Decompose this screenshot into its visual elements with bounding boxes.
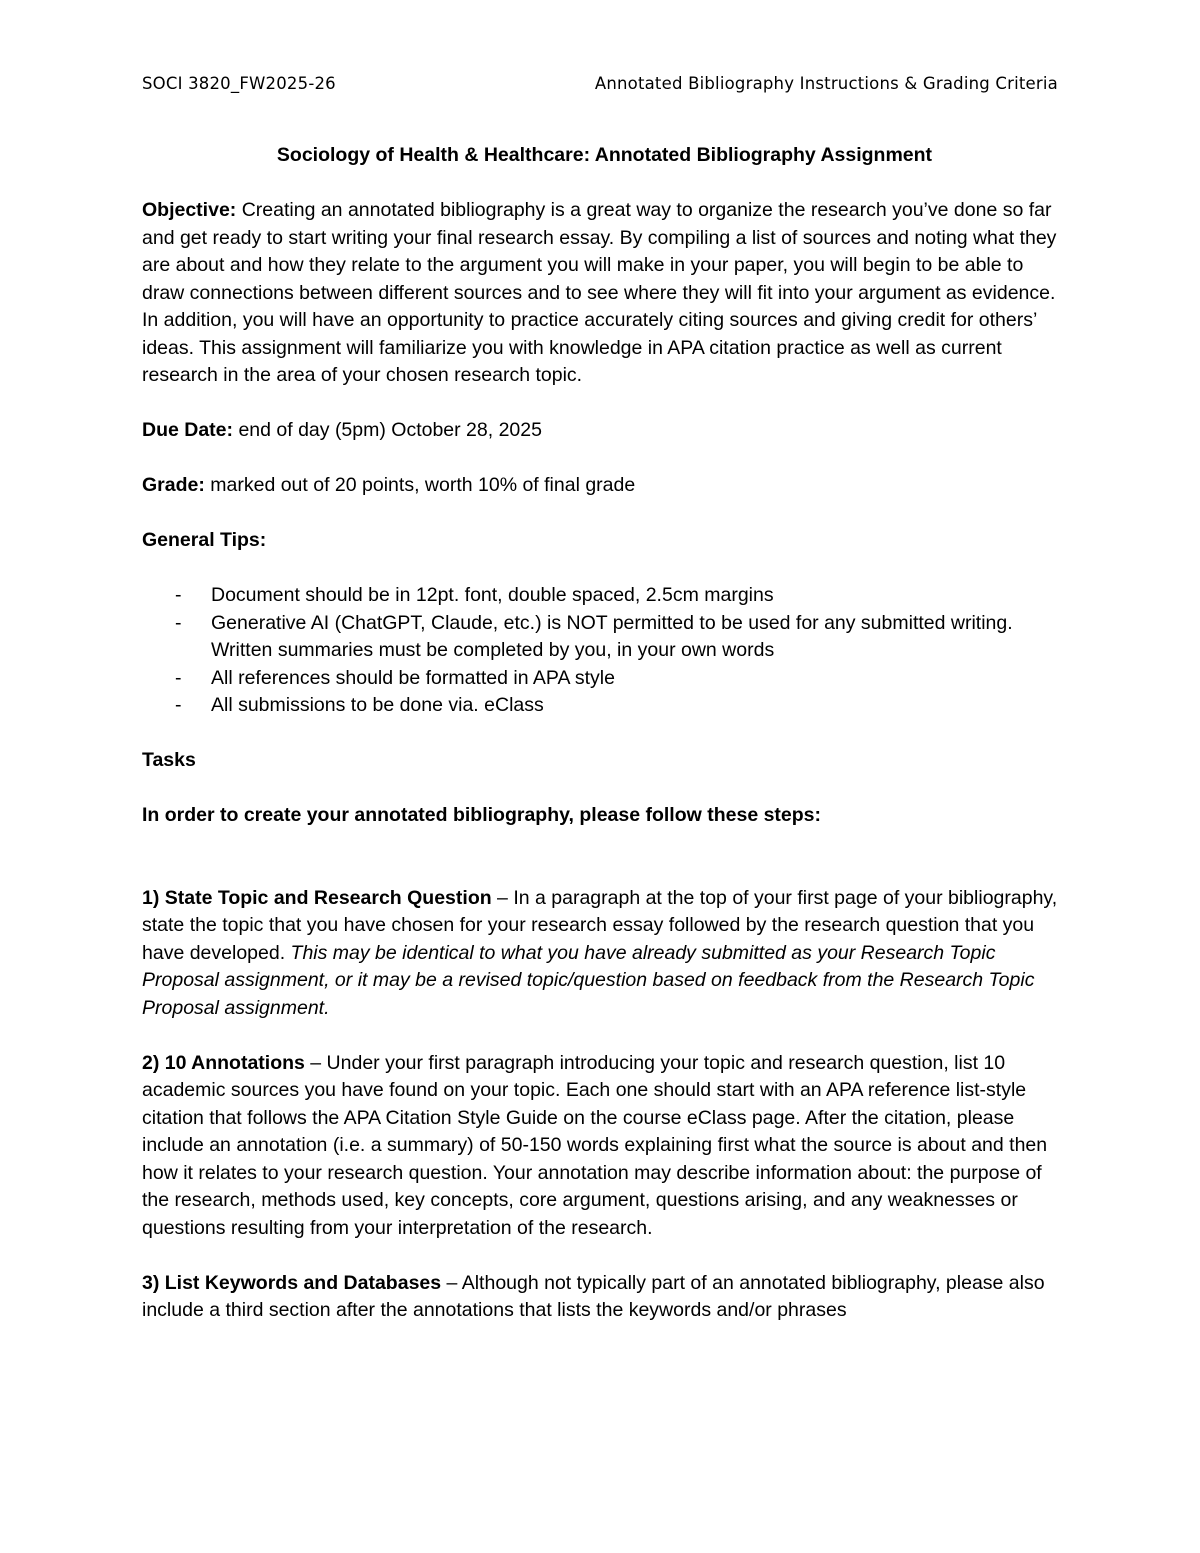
- grade-paragraph: [142, 472, 1067, 500]
- spacer: [142, 857, 1067, 885]
- step-italic-note: This may be identical to what you have already submitted as your Research Topic Proposal assignment, or it may be a revised topic/question based on feedback from the Research Topic Proposal assignment.: [142, 941, 1035, 1019]
- general-tips-heading: General Tips:: [142, 529, 267, 551]
- header-course: SOCI 3820_FW2025-26: [142, 74, 336, 93]
- step-3-paragraph: [142, 1270, 1067, 1325]
- step-2-paragraph: [142, 1050, 1067, 1243]
- due-date-text: end of day (5pm) October 28, 2025: [233, 419, 542, 441]
- step-text: – Under your first paragraph introducing your topic and research question, list 10 academic sources you have found on your topic. Each one should start with an APA reference list-style citation that follows the APA Citation Style Guide on the course eClass page. After the citation, please include an annotation (i.e. a summary) of 50-150 words explaining first what the source is about and then how it relates to your research question. Your annotation may describe information about: the purpose of the research, methods used, key concepts, core argument, questions arising, and any weaknesses or questions resulting from your interpretation of the research.: [142, 1051, 1048, 1239]
- objective-label: Objective:: [142, 199, 237, 221]
- due-date-paragraph: [142, 417, 1067, 445]
- tip-text: Document should be in 12pt. font, double spaced, 2.5cm margins: [211, 584, 774, 606]
- tasks-intro: In order to create your annotated bibliography, please follow these steps:: [142, 804, 822, 826]
- tip-text: All submissions to be done via. eClass: [211, 694, 544, 716]
- step-label: 1) State Topic and Research Question: [142, 886, 492, 909]
- tasks-heading: Tasks: [142, 749, 196, 771]
- step-label: 2) 10 Annotations: [142, 1051, 305, 1074]
- list-item: [142, 610, 1067, 665]
- step-1-paragraph: [142, 885, 1067, 1023]
- objective-paragraph: [142, 197, 1067, 390]
- list-item: [142, 665, 1067, 693]
- bullet-dash: -: [175, 666, 182, 689]
- due-date-label: Due Date:: [142, 419, 234, 441]
- bullet-dash: -: [175, 611, 182, 634]
- header-doc-title: Annotated Bibliography Instructions & Grading Criteria: [594, 74, 1058, 93]
- bullet-dash: -: [175, 694, 182, 716]
- step-text: – In a paragraph at the top of your first page of your bibliography, state the topic that you have chosen for your research essay followed by the research question that you have developed.: [142, 886, 1058, 964]
- document-body: [142, 142, 1067, 1352]
- list-item: [142, 582, 1067, 610]
- step-text: – Although not typically part of an annotated bibliography, please also include a third section after the annotations that lists the keywords and/or phrases: [142, 1271, 1045, 1321]
- grade-text: marked out of 20 points, worth 10% of final grade: [204, 474, 636, 496]
- general-tips-list: [142, 582, 1067, 720]
- bullet-dash: -: [175, 584, 182, 606]
- tip-text: All references should be formatted in APA style: [211, 666, 615, 689]
- list-item: [142, 692, 1067, 720]
- objective-text: Creating an annotated bibliography is a great way to organize the research you’ve done so far and get ready to start writing your final research essay. By compiling a list of sources and noting what they are about and how they relate to the argument you will make in your paper, you will begin to be able to draw connections between different sources and to see where they will fit into your argument as evidence. In addition, you will have an opportunity to practice accurately citing sources and giving credit for others’ ideas. This assignment will familiarize you with knowledge in APA citation practice as well as current research in the area of your chosen research topic.: [142, 199, 1057, 386]
- tip-text: Generative AI (ChatGPT, Claude, etc.) is NOT permitted to be used for any submitted writing. Written summaries must be completed by you, in your own words: [211, 611, 1013, 661]
- step-label: 3) List Keywords and Databases: [142, 1271, 442, 1294]
- page-title: Sociology of Health & Healthcare: Annotated Bibliography Assignment: [276, 144, 933, 166]
- grade-label: Grade:: [142, 474, 205, 496]
